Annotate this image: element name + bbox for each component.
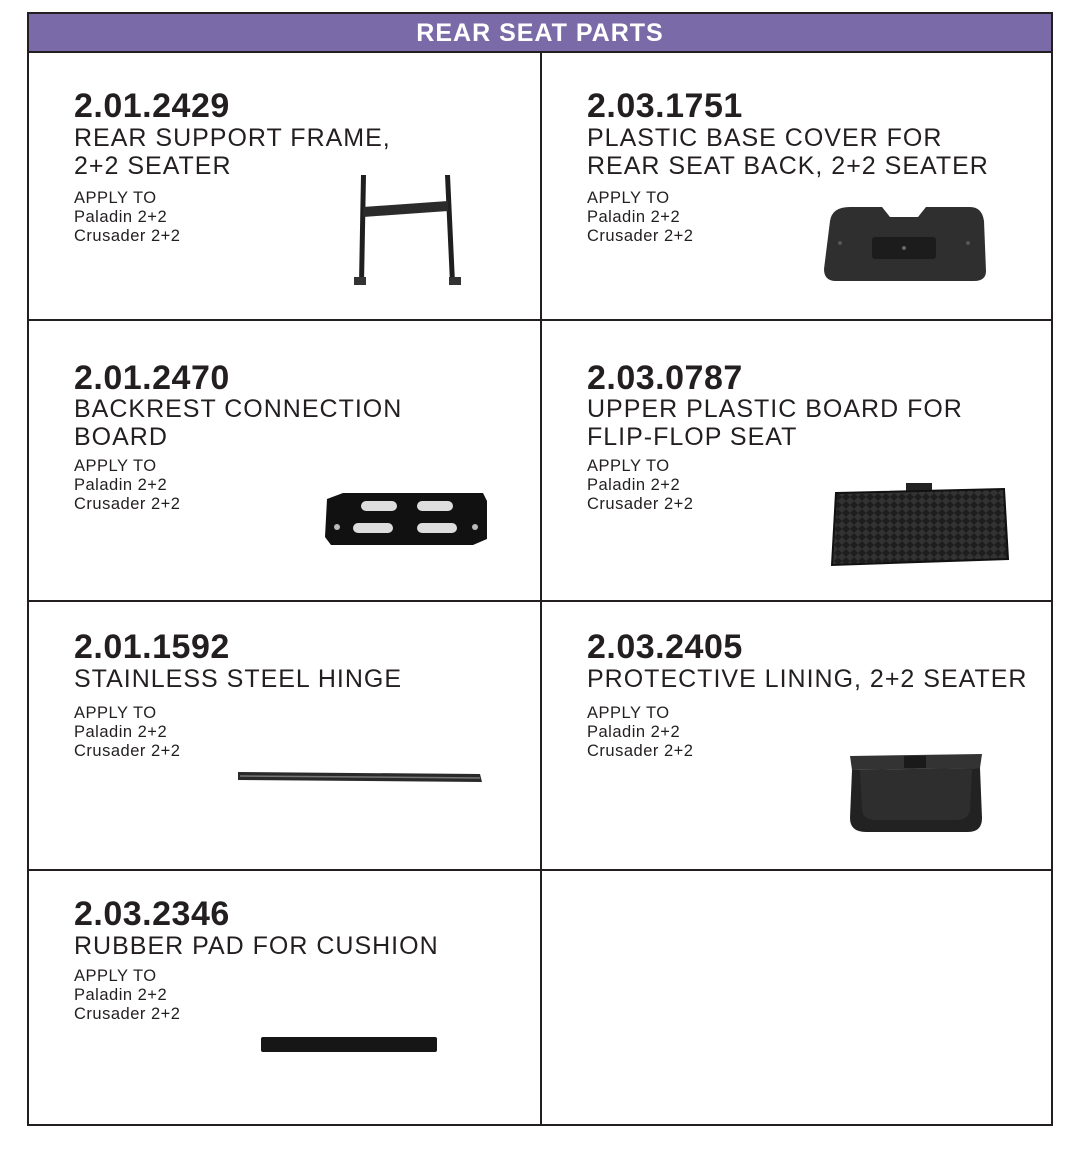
- lining-tray-icon: [846, 750, 986, 836]
- apply-to-label: APPLY TO: [74, 189, 157, 207]
- apply-to-list: [74, 189, 180, 246]
- part-name: UPPER PLASTIC BOARD FOR FLIP-FLOP SEAT: [587, 395, 963, 451]
- part-name: BACKREST CONNECTION BOARD: [74, 395, 403, 451]
- part-number: 2.03.2346: [74, 895, 230, 933]
- part-number: 2.03.0787: [587, 359, 743, 397]
- apply-to-label: APPLY TO: [587, 457, 670, 475]
- model-name: Paladin 2+2: [587, 208, 681, 226]
- model-name: Crusader 2+2: [74, 742, 181, 760]
- part-name: PLASTIC BASE COVER FOR REAR SEAT BACK, 2+2 SEATER: [587, 124, 989, 180]
- apply-to-list: [587, 189, 693, 246]
- apply-to-list: [587, 457, 693, 514]
- model-name: Paladin 2+2: [587, 476, 681, 494]
- plastic-board-icon: [830, 481, 1014, 567]
- apply-to-label: APPLY TO: [74, 704, 157, 722]
- model-name: Crusader 2+2: [587, 495, 694, 513]
- model-name: Paladin 2+2: [74, 723, 168, 741]
- model-name: Crusader 2+2: [74, 1005, 181, 1023]
- empty-cell: [542, 871, 1053, 1124]
- part-name: REAR SUPPORT FRAME, 2+2 SEATER: [74, 124, 391, 180]
- model-name: Paladin 2+2: [587, 723, 681, 741]
- part-name: PROTECTIVE LINING, 2+2 SEATER: [587, 665, 1028, 693]
- part-name: STAINLESS STEEL HINGE: [74, 665, 403, 693]
- hinge-icon: [236, 768, 484, 788]
- apply-to-list: [74, 967, 180, 1024]
- part-number: 2.03.2405: [587, 628, 743, 666]
- apply-to-list: [74, 704, 180, 761]
- base-cover-icon: [820, 203, 988, 285]
- model-name: Paladin 2+2: [74, 986, 168, 1004]
- apply-to-label: APPLY TO: [74, 967, 157, 985]
- part-card: [542, 321, 1053, 600]
- part-card: [29, 321, 540, 600]
- part-card: [29, 602, 540, 869]
- connection-board-icon: [323, 491, 489, 547]
- model-name: Paladin 2+2: [74, 208, 168, 226]
- apply-to-list: [74, 457, 180, 514]
- parts-sheet: [27, 12, 1053, 1126]
- model-name: Crusader 2+2: [74, 227, 181, 245]
- rubber-pad-icon: [259, 1035, 439, 1055]
- part-number: 2.01.2470: [74, 359, 230, 397]
- part-number: 2.01.1592: [74, 628, 230, 666]
- model-name: Crusader 2+2: [587, 227, 694, 245]
- page-title: REAR SEAT PARTS: [29, 14, 1051, 53]
- part-card: [29, 871, 540, 1124]
- part-card: [29, 53, 540, 319]
- part-name: RUBBER PAD FOR CUSHION: [74, 932, 439, 960]
- apply-to-label: APPLY TO: [587, 189, 670, 207]
- model-name: Crusader 2+2: [587, 742, 694, 760]
- part-number: 2.03.1751: [587, 87, 743, 125]
- part-card: [542, 53, 1053, 319]
- apply-to-list: [587, 704, 693, 761]
- apply-to-label: APPLY TO: [587, 704, 670, 722]
- support-frame-icon: [347, 171, 467, 291]
- apply-to-label: APPLY TO: [74, 457, 157, 475]
- part-card: [542, 602, 1053, 869]
- model-name: Paladin 2+2: [74, 476, 168, 494]
- part-number: 2.01.2429: [74, 87, 230, 125]
- model-name: Crusader 2+2: [74, 495, 181, 513]
